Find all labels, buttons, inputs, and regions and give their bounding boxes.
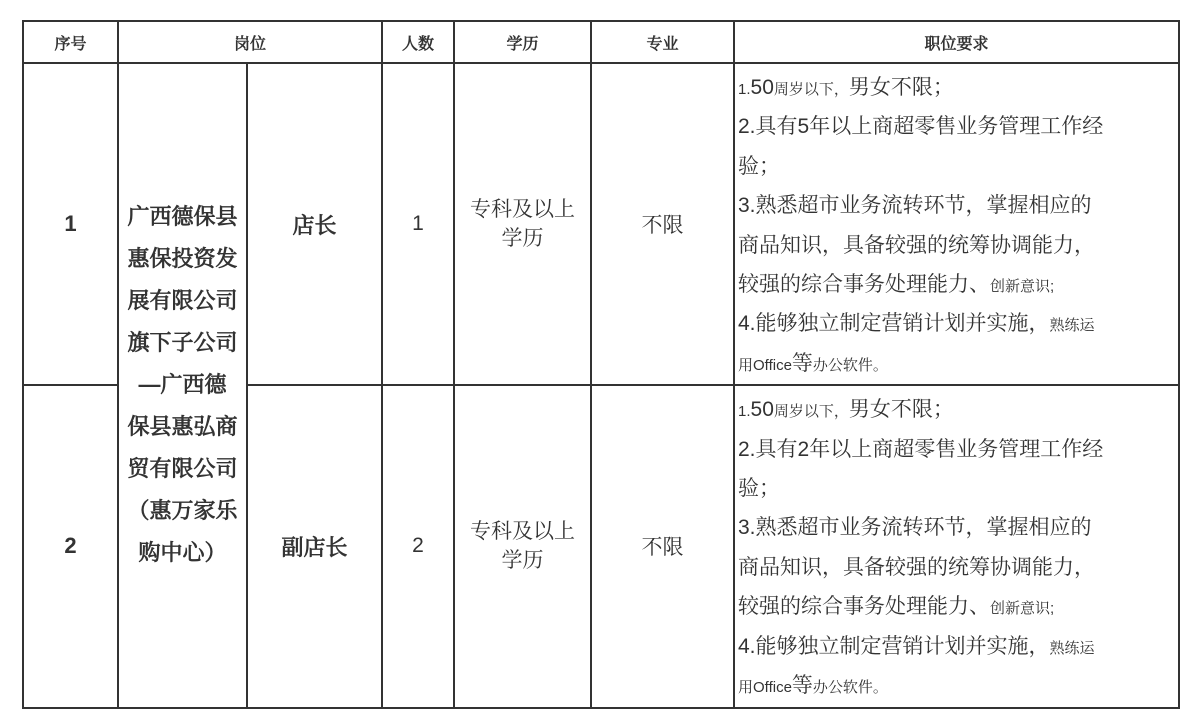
requirement-line — [738, 549, 1176, 588]
requirement-text-segment: 等 — [791, 674, 813, 698]
major-cell-2: 不限 — [591, 385, 734, 707]
requirement-line — [738, 108, 1176, 147]
requirement-text-segment: 创新意识; — [990, 600, 1055, 618]
table-row-1 — [23, 63, 1179, 385]
header-count: 人数 — [382, 21, 454, 63]
requirement-text-segment: 男女不限； — [848, 398, 954, 422]
requirement-line — [738, 187, 1176, 226]
requirement-text-segment: 等 — [791, 351, 813, 375]
requirement-text-segment: 3.熟悉超市业务流转环节，掌握相应的 — [738, 516, 1092, 540]
requirement-line — [738, 69, 1176, 108]
requirement-text-segment: 2.具有2年以上商超零售业务管理工作经 — [738, 437, 1104, 461]
requirement-line — [738, 305, 1176, 344]
requirement-line — [738, 667, 1176, 706]
requirement-line — [738, 148, 1176, 187]
education-cell-2: 专科及以上 学历 — [454, 385, 591, 707]
seq-cell-1: 1 — [23, 63, 118, 385]
page — [22, 20, 1180, 709]
requirement-line — [738, 431, 1176, 470]
requirement-text-segment: 熟练运 — [1049, 317, 1095, 335]
requirements-cell-2 — [734, 385, 1179, 707]
requirement-line — [738, 266, 1176, 305]
recruitment-table — [22, 20, 1180, 709]
requirement-line — [738, 470, 1176, 509]
position-cell-2: 副店长 — [247, 385, 382, 707]
requirement-text-segment: 1. — [738, 81, 751, 98]
requirement-line — [738, 509, 1176, 548]
requirement-line — [738, 628, 1176, 667]
requirement-text-segment: 4.能够独立制定营销计划并实施， — [738, 634, 1050, 658]
company-cell: 广西德保县 惠保投资发 展有限公司 旗下子公司 —广西德 保县惠弘商 贸有限公司 （惠万家乐 购中心） — [118, 63, 247, 708]
requirement-text-segment: 商品知识，具备较强的统筹协调能力， — [738, 233, 1095, 257]
requirement-line — [738, 345, 1176, 384]
requirement-text-segment: 验； — [738, 154, 780, 178]
requirement-line — [738, 588, 1176, 627]
requirement-text-segment: 周岁以下， — [773, 81, 849, 98]
requirement-text-segment: 3.熟悉超市业务流转环节，掌握相应的 — [738, 194, 1092, 218]
major-cell-1: 不限 — [591, 63, 734, 385]
requirement-text-segment: 熟练运 — [1049, 639, 1095, 657]
requirement-text-segment: 2.具有5年以上商超零售业务管理工作经 — [738, 115, 1104, 139]
requirement-line — [738, 391, 1176, 430]
requirement-line — [738, 227, 1176, 266]
requirement-text-segment: 商品知识，具备较强的统筹协调能力， — [738, 555, 1095, 579]
seq-cell-2: 2 — [23, 385, 118, 707]
table-header-row — [23, 21, 1179, 63]
requirement-text-segment: 办公软件。 — [812, 679, 888, 697]
education-cell-1: 专科及以上 学历 — [454, 63, 591, 385]
requirement-text-segment: 用Office — [738, 679, 792, 697]
requirement-text-segment: 4.能够独立制定营销计划并实施， — [738, 312, 1050, 336]
requirement-text-segment: 较强的综合事务处理能力、 — [738, 595, 990, 619]
requirements-cell-1 — [734, 63, 1179, 385]
requirement-text-segment: 办公软件。 — [812, 356, 888, 374]
requirement-text-segment: 用Office — [738, 356, 792, 374]
requirement-text-segment: 较强的综合事务处理能力、 — [738, 273, 990, 297]
header-seq: 序号 — [23, 21, 118, 63]
requirement-text-segment: 创新意识; — [990, 278, 1055, 296]
requirement-text-segment: 50 — [750, 76, 774, 99]
header-requirements: 职位要求 — [734, 21, 1179, 63]
position-cell-1: 店长 — [247, 63, 382, 385]
header-position: 岗位 — [118, 21, 382, 63]
count-cell-1: 1 — [382, 63, 454, 385]
header-major: 专业 — [591, 21, 734, 63]
requirement-text-segment: 周岁以下， — [773, 403, 849, 421]
count-cell-2: 2 — [382, 385, 454, 707]
requirement-text-segment: 50 — [750, 398, 774, 422]
header-education: 学历 — [454, 21, 591, 63]
requirement-text-segment: 1. — [738, 403, 751, 421]
requirement-text-segment: 男女不限； — [848, 76, 954, 99]
requirement-text-segment: 验； — [738, 477, 780, 501]
